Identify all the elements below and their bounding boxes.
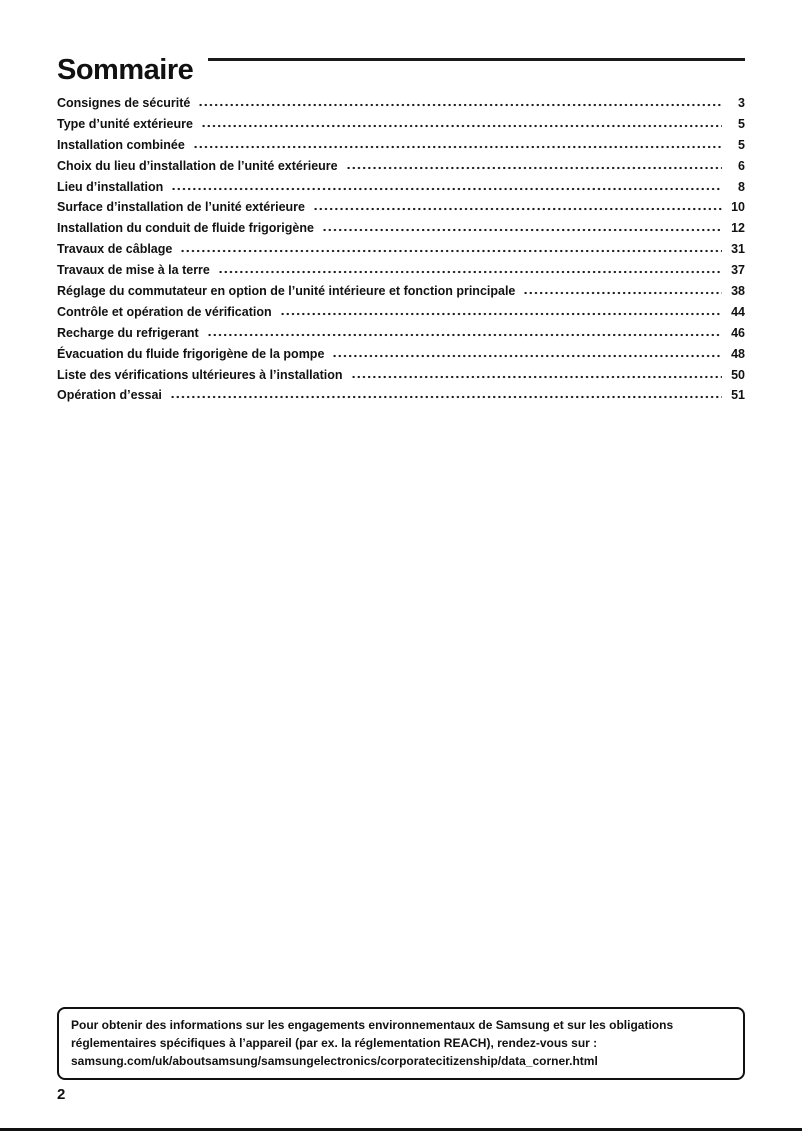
- toc-entry: [57, 284, 745, 305]
- toc-entry: [57, 368, 745, 389]
- toc-leader-dots: [523, 291, 722, 295]
- toc-entry: [57, 221, 745, 242]
- toc-entry-title: Consignes de sécurité: [57, 96, 191, 110]
- toc-entry-page: 44: [731, 304, 745, 319]
- toc-entry: [57, 242, 745, 263]
- toc-entry-page: 10: [731, 200, 745, 215]
- toc-entry-page: 12: [731, 221, 745, 236]
- toc-entry-page: 46: [731, 325, 745, 340]
- toc-entry: [57, 117, 745, 138]
- toc-leader-dots: [351, 375, 722, 379]
- toc-entry-page: 3: [738, 96, 745, 110]
- toc-entry-title: Choix du lieu d’installation de l’unité extérieure: [57, 158, 338, 173]
- toc-entry-title: Liste des vérifications ultérieures à l’installation: [57, 367, 343, 382]
- toc-entry: [57, 388, 745, 409]
- toc-entry: [57, 347, 745, 368]
- toc-entry-title: Opération d’essai: [57, 388, 162, 403]
- toc-entry-title: Évacuation du fluide frigorigène de la pompe: [57, 346, 325, 361]
- page-title: Sommaire: [57, 54, 194, 86]
- title-row: [57, 55, 745, 87]
- toc-leader-dots: [346, 166, 722, 170]
- title-rule: [208, 58, 745, 61]
- toc-entry-title: Lieu d’installation: [57, 179, 164, 194]
- toc-entry-page: 5: [738, 137, 745, 152]
- toc-leader-dots: [201, 124, 722, 128]
- toc-entry-page: 5: [738, 116, 745, 131]
- toc-leader-dots: [280, 312, 722, 316]
- toc-leader-dots: [171, 187, 722, 191]
- toc-entry-page: 51: [731, 388, 745, 403]
- toc-entry-title: Travaux de câblage: [57, 242, 173, 257]
- environment-notice-box: [57, 1007, 745, 1080]
- toc-entry: [57, 159, 745, 180]
- toc-entry-page: 50: [731, 367, 745, 382]
- toc-entry: [57, 180, 745, 201]
- toc-leader-dots: [218, 270, 722, 274]
- toc-entry-page: 48: [731, 346, 745, 361]
- toc-leader-dots: [322, 228, 722, 232]
- toc-entry: [57, 138, 745, 159]
- toc-leader-dots: [313, 207, 722, 211]
- toc-entry-page: 37: [731, 263, 745, 278]
- toc-entry-title: Installation du conduit de fluide frigorigène: [57, 221, 314, 236]
- toc-leader-dots: [170, 395, 722, 399]
- toc-leader-dots: [180, 249, 722, 253]
- toc-entry-title: Surface d’installation de l’unité extérieure: [57, 200, 305, 215]
- toc-leader-dots: [332, 354, 722, 358]
- toc-entry: [57, 305, 745, 326]
- toc-leader-dots: [207, 333, 722, 337]
- toc-entry-title: Type d’unité extérieure: [57, 116, 193, 131]
- toc-entry-page: 31: [731, 242, 745, 257]
- toc-entry: [57, 263, 745, 284]
- page-number: 2: [57, 1086, 66, 1103]
- environment-notice-text: Pour obtenir des informations sur les engagements environnementaux de Samsung et sur les obligations réglementaires spécifiques à l’appareil (par ex. la réglementation REACH), rendez-vous sur : samsung.com/uk/aboutsamsung/samsungelectronics/corporatecitizenship/data_corner.html: [71, 1018, 674, 1068]
- toc-entry-page: 38: [731, 284, 745, 299]
- toc-entry-title: Installation combinée: [57, 137, 185, 152]
- toc-leader-dots: [198, 103, 722, 107]
- toc-entry: [57, 96, 745, 117]
- toc-entry-title: Recharge du refrigerant: [57, 325, 199, 340]
- toc-leader-dots: [193, 145, 722, 149]
- table-of-contents: [57, 96, 745, 409]
- toc-entry-page: 6: [738, 158, 745, 173]
- footer-rule: [0, 1128, 802, 1131]
- toc-entry-title: Contrôle et opération de vérification: [57, 304, 272, 319]
- toc-entry: [57, 200, 745, 221]
- toc-entry-page: 8: [738, 179, 745, 194]
- toc-entry: [57, 326, 745, 347]
- toc-entry-title: Travaux de mise à la terre: [57, 263, 210, 278]
- toc-entry-title: Réglage du commutateur en option de l’unité intérieure et fonction principale: [57, 284, 516, 299]
